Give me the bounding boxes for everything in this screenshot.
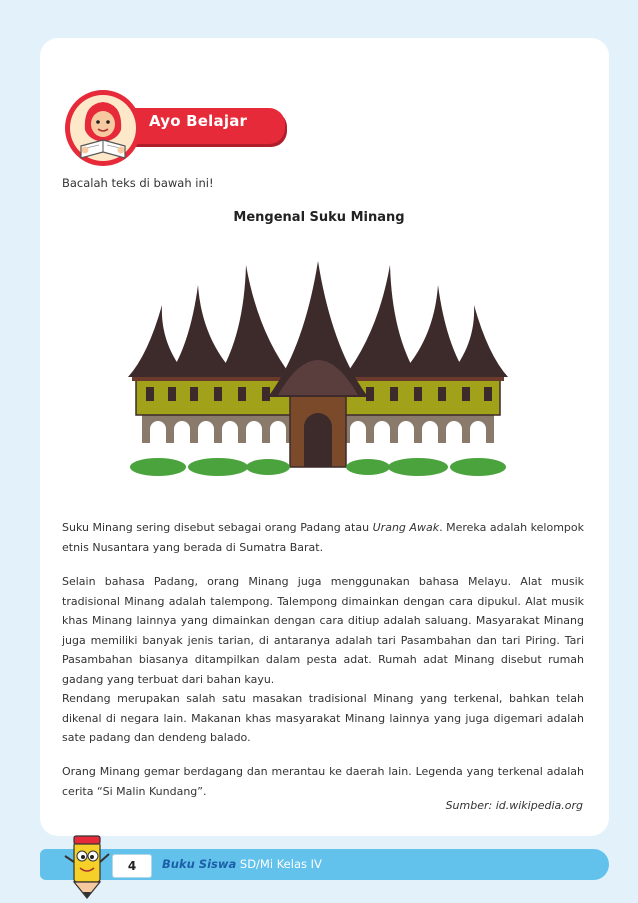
paragraph-run: Suku Minang sering disebut sebagai orang Padang atau (62, 521, 373, 534)
source-citation: Sumber: id.wikipedia.org (445, 799, 583, 812)
ayo-belajar-badge (63, 88, 288, 168)
footer-brand: Buku Siswa (162, 857, 237, 871)
footer-grade: SD/Mi Kelas IV (236, 857, 322, 871)
paragraph-2 (62, 572, 584, 689)
paragraph-run: Rendang merupakan salah satu masakan tradisional Minang yang terkenal, bahkan telah dikenal di negara lain. Makanan khas masyarakat Minang lainnya yang juga digemari adalah sate padang dan dendeng balado. (62, 692, 584, 744)
paragraph-run: Orang Minang gemar berdagang dan merantau ke daerah lain. Legenda yang terkenal adalah cerita “Si Malin Kundang”. (62, 765, 584, 798)
instruction-text: Bacalah teks di bawah ini! (62, 176, 214, 190)
paragraph-run: . Mereka adalah kelompok etnis Nusantara yang berada di Sumatra Barat. (62, 521, 584, 554)
badge-label: Ayo Belajar (149, 112, 248, 130)
paragraph-3 (62, 689, 584, 748)
rumah-gadang-illustration (118, 245, 518, 477)
pencil-mascot-icon (62, 832, 112, 902)
paragraph-4 (62, 762, 584, 801)
footer-book-title (162, 857, 322, 871)
page-title: Mengenal Suku Minang (233, 210, 405, 225)
page-number: 4 (112, 854, 152, 878)
paragraph-1 (62, 518, 584, 557)
student-reading-icon (63, 88, 145, 168)
paragraph-run: Urang Awak (372, 521, 440, 534)
paragraph-run: Selain bahasa Padang, orang Minang juga menggunakan bahasa Melayu. Alat musik tradisional Minang adalah talempong. Talempong dimainkan dengan cara dipukul. Alat musik khas Minang lainnya yang dimainkan dengan cara ditiup adalah saluang. Masyarakat Minang juga memiliki banyak jenis tarian, di antaranya adalah tari Pasambahan dan tari Piring. Tari Pasambahan biasanya ditampilkan dalam pesta adat. Rumah adat Minang disebut rumah gadang yang terbuat dari bahan kayu. (62, 575, 584, 686)
